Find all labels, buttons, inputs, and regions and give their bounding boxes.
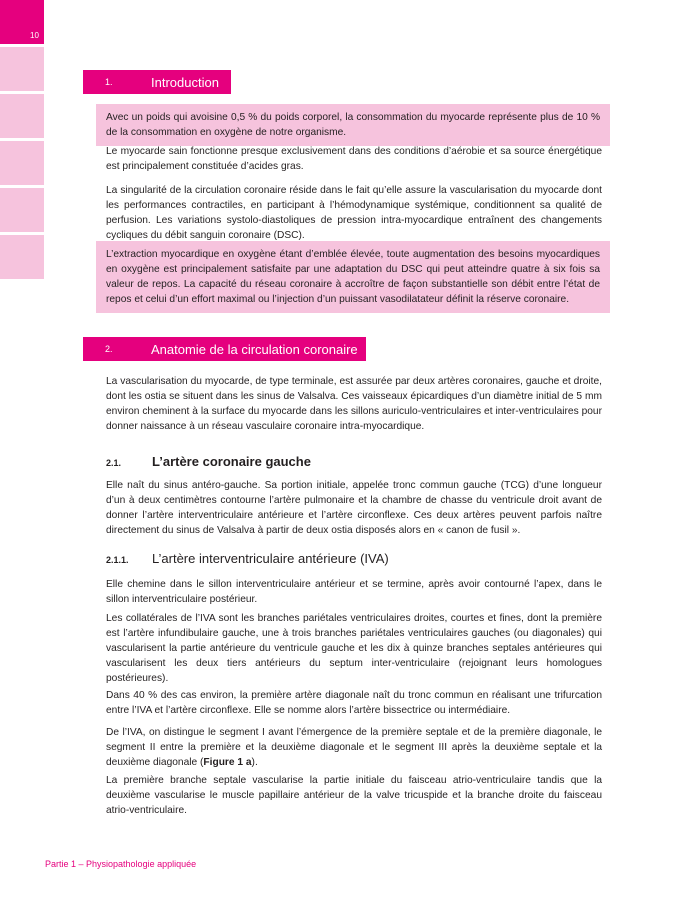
section-title: Introduction (151, 74, 219, 90)
chapter-tab (0, 94, 44, 138)
highlight-box (96, 241, 610, 313)
section-title: Anatomie de la circulation coronaire (151, 341, 358, 357)
section-heading-anatomie (83, 337, 366, 361)
chapter-tab (0, 235, 44, 279)
chapter-tabs (0, 0, 44, 282)
paragraph: Elle naît du sinus antéro-gauche. Sa portion initiale, appelée tronc commun gauche (TCG) d’une longueur d’un à deux centimètres contourne l’artère pulmonaire et la chambre de chasse du ventricule droit avant de donner l’artère interventriculaire antérieure et l’artère circonflexe. Ces deux artères peuvent parfois naître directement du sinus de Valsalva à partir de deux ostia disposés alors en « canon de fusil ». (106, 480, 602, 536)
subsection-heading (106, 454, 311, 469)
highlight-box (96, 104, 610, 146)
paragraph: Avec un poids qui avoisine 0,5 % du poids corporel, la consommation du myocarde représente plus de 10 % de la consommation en oxygène de notre organisme. (106, 112, 600, 138)
subsection-number: 2.1. (106, 458, 122, 468)
page-number: 10 (30, 31, 39, 40)
subsection-title: L’artère coronaire gauche (152, 454, 311, 469)
section-number: 2. (105, 344, 113, 354)
chapter-tab (0, 188, 44, 232)
section-heading-introduction (83, 70, 231, 94)
paragraph: Le myocarde sain fonctionne presque exclusivement dans des conditions d’aérobie et sa source énergétique est principalement constituée d’acides gras. (106, 146, 602, 172)
chapter-tab (0, 47, 44, 91)
paragraph-text-end: ). (251, 757, 258, 768)
paragraph: La vascularisation du myocarde, de type terminale, est assurée par deux artères coronaires, gauche et droite, dont les ostia se situent dans les sinus de Valsalva. Ces vaisseaux épicardiques d’un diamètre initial de 5 mm environ cheminent à la surface du myocarde dans les sillons auriculo-ventriculaires et inter-ventriculaires pour donner naissance à un réseau vasculaire coronaire intra-myocardique. (106, 376, 602, 432)
figure-reference[interactable]: Figure 1 a (203, 757, 252, 768)
paragraph: Elle chemine dans le sillon interventriculaire antérieur et se termine, après avoir contourné l’apex, dans le sillon interventriculaire postérieur. (106, 579, 602, 605)
subsection-number: 2.1.1. (106, 555, 129, 565)
paragraph: Les collatérales de l’IVA sont les branches pariétales ventriculaires droites, courtes et fines, dont la première est l’artère infundibulaire gauche, une à trois branches pariétales ventriculaires gauches (ou diagonales) qui vascularisent la partie antérieure du ventricule gauche et les dix à quinze branches septales antérieures qui vascularisent les deux tiers antérieurs du septum inter-ventriculaire (rejoignant leurs homologues postérieures). (106, 613, 602, 684)
section-number: 1. (105, 77, 113, 87)
subsection-title: L’artère interventriculaire antérieure (IVA) (152, 551, 389, 566)
paragraph-text: De l’IVA, on distingue le segment I avant l’émergence de la première septale et de la première diagonale, le segment II entre la première et la deuxième diagonale et le segment III après la deuxième septale et la deuxième diagonale ( (106, 727, 602, 768)
chapter-tab (0, 141, 44, 185)
page-footer: Partie 1 – Physiopathologie appliquée (45, 859, 197, 869)
subsubsection-heading (106, 551, 389, 566)
paragraph: L’extraction myocardique en oxygène étant d’emblée élevée, toute augmentation des besoins myocardiques en oxygène est principalement satisfaite par une adaptation du DSC qui peut atteindre quatre à six fois sa valeur de repos. La capacité du réseau coronaire à accroître de façon substantielle son débit entre l’état de repos et celui d’un effort maximal ou l’injection d’un puissant vasodilatateur définit la réserve coronaire. (106, 249, 600, 305)
paragraph: La singularité de la circulation coronaire réside dans le fait qu’elle assure la vascularisation du myocarde dont les performances contractiles, en participant à l’hémodynamique systémique, conditionnent sa qualité de perfusion. Les variations systolo-diastoliques de pression intra-myocardique entraînent des changements cycliques du débit sanguin coronaire (DSC). (106, 185, 602, 241)
paragraph: Dans 40 % des cas environ, la première artère diagonale naît du tronc commun en réalisant une trifurcation entre l’IVA et l’artère circonflexe. Elle se nomme alors l’artère bissectrice ou intermédiaire. (106, 690, 602, 716)
paragraph (106, 725, 602, 770)
paragraph: La première branche septale vascularise la partie initiale du faisceau atrio-ventriculaire tandis que la deuxième vascularise le muscle papillaire antérieur de la valve tricuspide et la branche droite du faisceau atrio-ventriculaire. (106, 775, 602, 816)
